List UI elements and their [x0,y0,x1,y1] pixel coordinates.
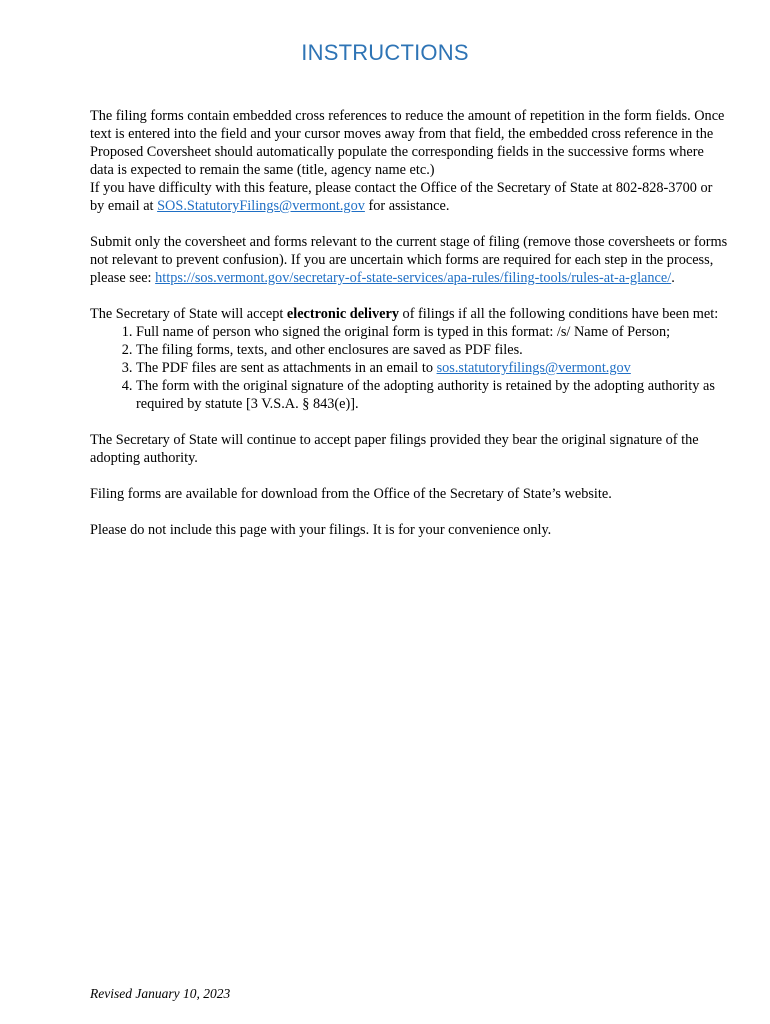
instructions-body [90,107,730,557]
page-title: INSTRUCTIONS [301,40,469,65]
list-item [136,359,730,377]
paragraph-convenience-note: Please do not include this page with your filings. It is for your convenience only. [90,522,552,538]
electronic-delivery-after: of filings if all the following conditions have been met: [398,306,719,322]
electronic-delivery-bold: electronic delivery [286,306,399,322]
submit-text: Submit only the coversheet and forms relevant to the current stage of filing (remove those coversheets or forms not relevant to prevent confusion). If you are uncertain which forms are required for each step in the process, please see: [90,234,728,286]
revision-date: Revised January 10, 2023 [90,986,231,1001]
paragraph-electronic-delivery [90,305,730,323]
contact-after-text: for assistance. [364,198,450,214]
sos-email-link[interactable]: SOS.StatutoryFilings@vermont.gov [157,198,365,214]
condition-text: Full name of person who signed the original form is typed in this format: /s/ Name of Person; [136,324,671,340]
paragraph-cross-references [90,107,730,215]
conditions-list [90,323,730,413]
paragraph-submit-forms [90,233,730,287]
condition-text: The PDF files are sent as attachments in an email to [136,360,437,376]
condition-text: The filing forms, texts, and other enclosures are saved as PDF files. [136,342,523,358]
submit-after-text: . [671,270,675,286]
electronic-delivery-before: The Secretary of State will accept [90,306,287,322]
statutory-filings-email-link[interactable]: sos.statutoryfilings@vermont.gov [436,360,631,376]
list-item [136,377,730,413]
paragraph-paper-filings: The Secretary of State will continue to accept paper filings provided they bear the original signature of the adopting authority. [90,432,699,466]
list-item [136,323,730,341]
condition-text: The form with the original signature of the adopting authority is retained by the adopting authority as required by statute [3 V.S.A. § 843(e)]. [136,378,715,412]
cross-reference-text: The filing forms contain embedded cross references to reduce the amount of repetition in the form fields. Once text is entered into the field and your cursor moves away from that field, the embedded cross reference in the Proposed Coversheet should automatically populate the corresponding fields in the successive forms where data is expected to remain the same (title, agency name etc.) [90,108,725,178]
contact-text: If you have difficulty with this feature, please contact the Office of the Secretary of State at 802-828-3700 or by email at [90,180,713,214]
list-item [136,341,730,359]
paragraph-forms-download: Filing forms are available for download from the Office of the Secretary of State’s website. [90,486,612,502]
rules-at-a-glance-link[interactable]: https://sos.vermont.gov/secretary-of-state-services/apa-rules/filing-tools/rules-at-a-glance/ [155,270,672,286]
